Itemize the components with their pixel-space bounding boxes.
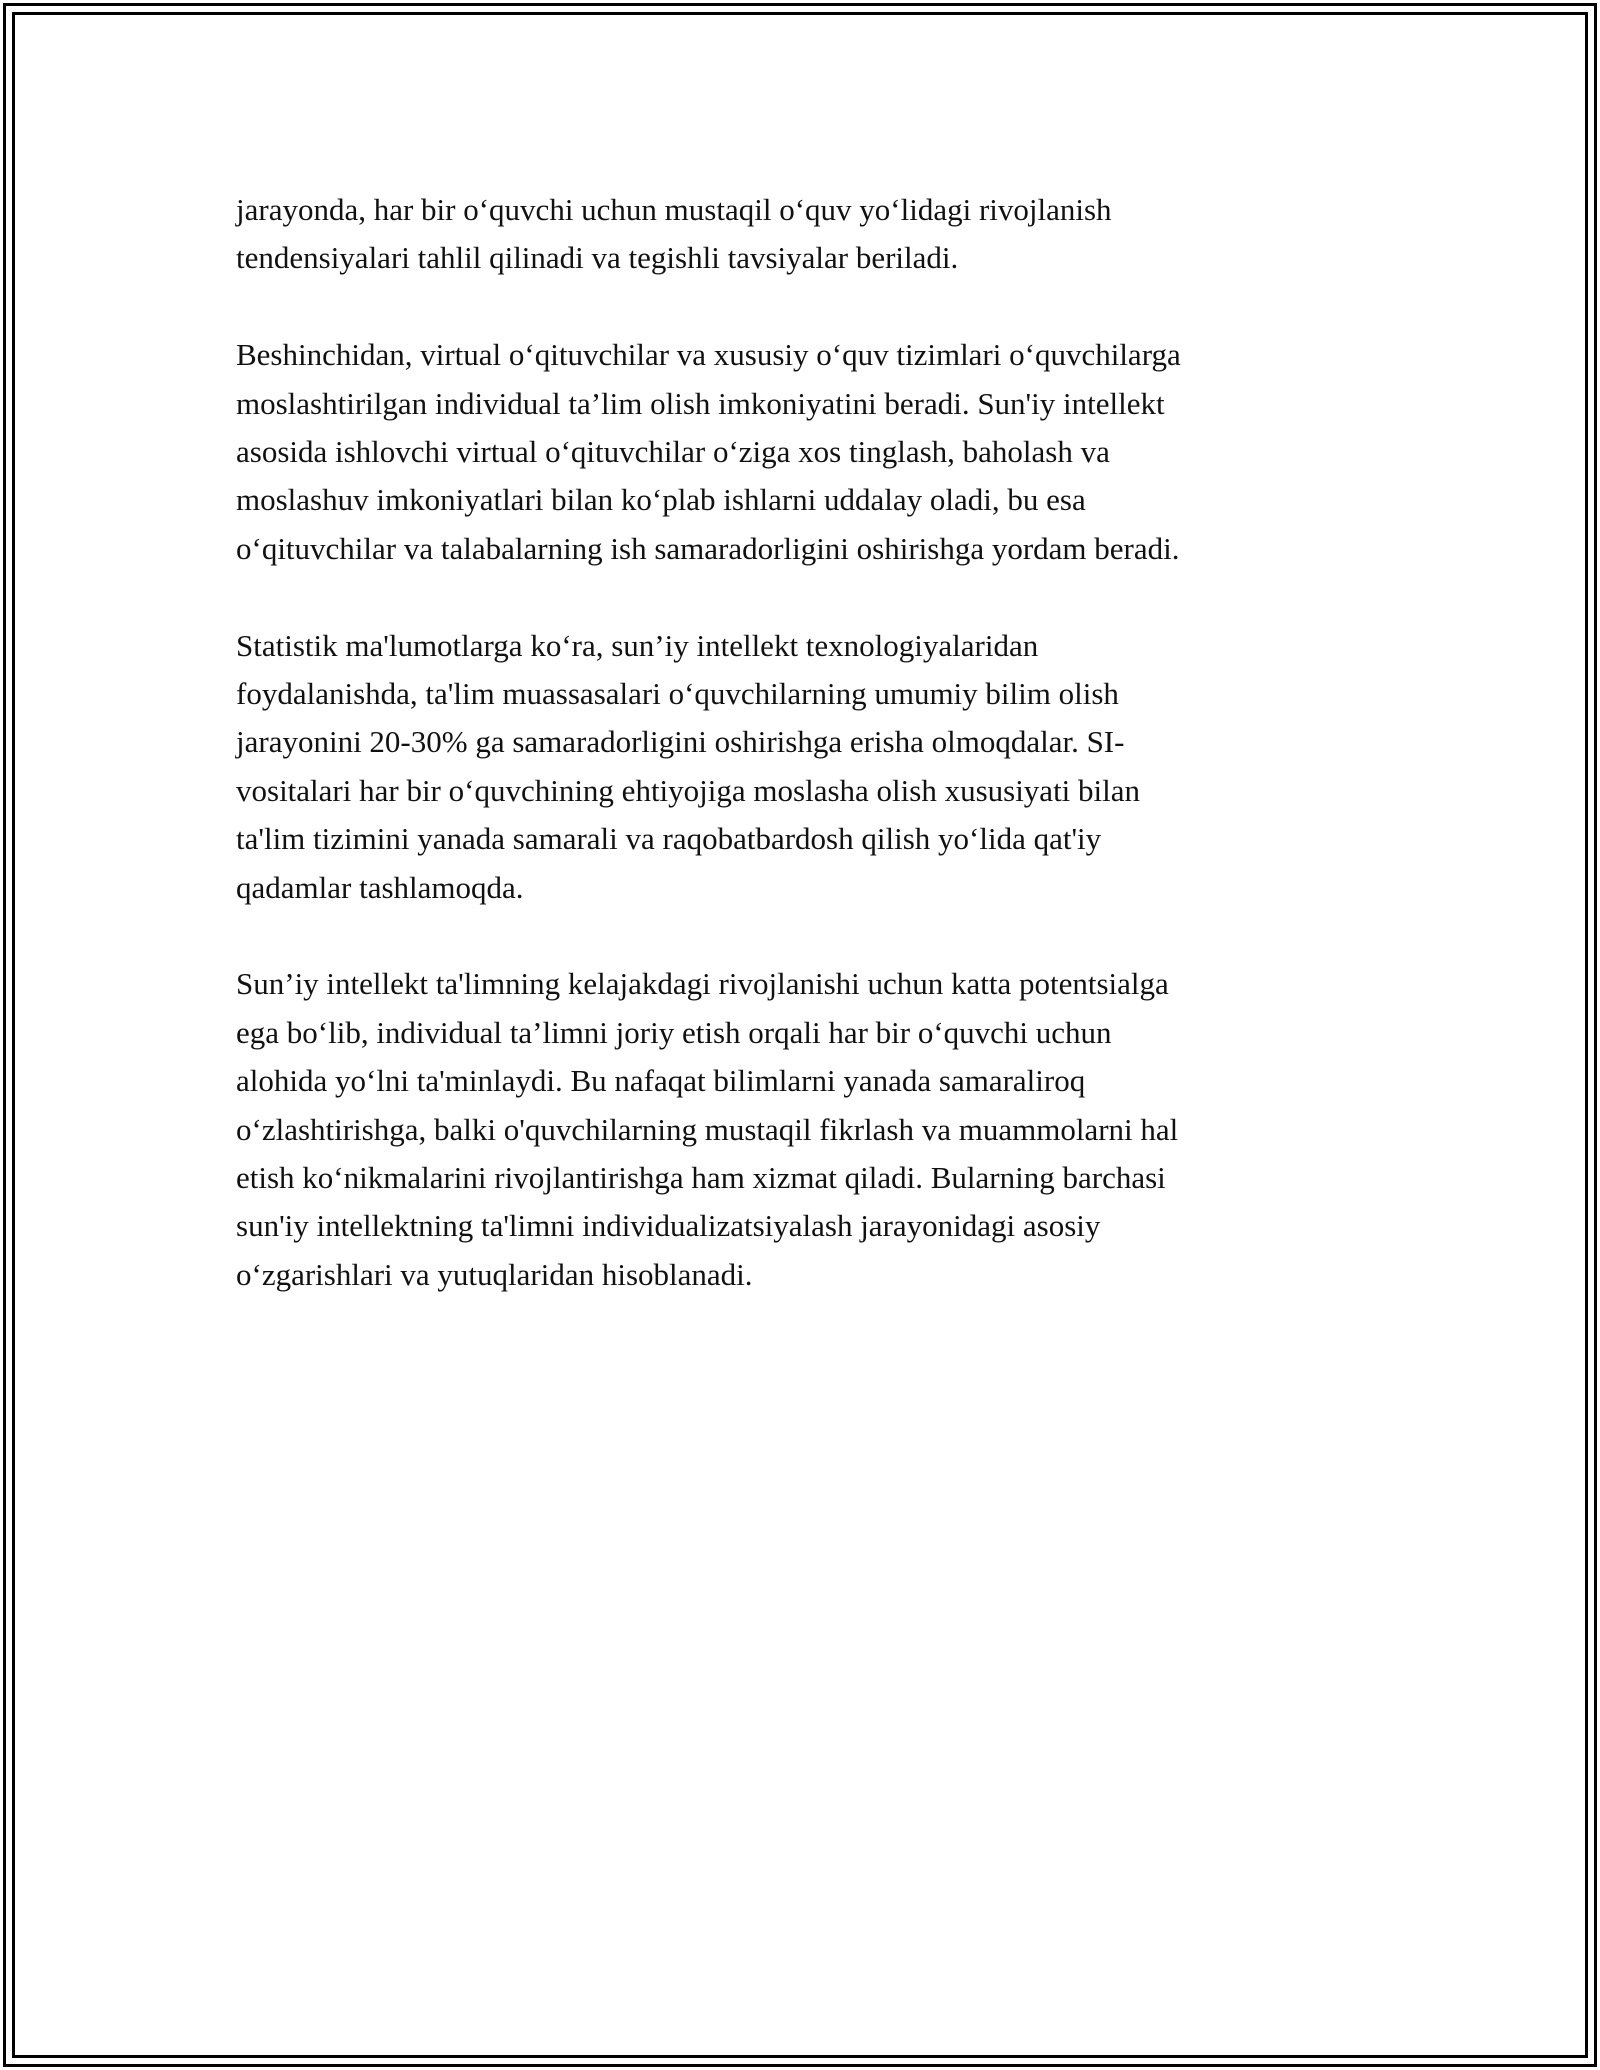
text-line: Beshinchidan, virtual o‘qituvchilar va xususiy o‘quv tizimlari o‘quvchilarga: [236, 337, 1181, 373]
text-line: etish ko‘nikmalarini rivojlantirishga ham xizmat qiladi. Bularning barchasi: [236, 1160, 1166, 1196]
paragraph-4: [236, 960, 1366, 1299]
text-line: Sun’iy intellekt ta'limning kelajakdagi rivojlanishi uchun katta potentsialga: [236, 966, 1169, 1002]
text-line: tendensiyalari tahlil qilinadi va tegishli tavsiyalar beriladi.: [236, 240, 959, 276]
text-line: vositalari har bir o‘quvchining ehtiyojiga moslasha olish xususiyati bilan: [236, 772, 1141, 808]
text-line: moslashuv imkoniyatlari bilan ko‘plab ishlarni uddalay oladi, bu esa: [236, 482, 1086, 518]
paragraph-1: [236, 186, 1366, 283]
paragraph-2: [236, 331, 1366, 573]
text-line: alohida yo‘lni ta'minlaydi. Bu nafaqat bilimlarni yanada samaraliroq: [236, 1063, 1086, 1099]
text-line: ta'lim tizimini yanada samarali va raqobatbardosh qilish yo‘lida qat'iy: [236, 821, 1102, 857]
document-body: [236, 186, 1366, 1348]
text-line: sun'iy intellektning ta'limni individualizatsiyalash jarayonidagi asosiy: [236, 1208, 1101, 1244]
text-line: Statistik ma'lumotlarga ko‘ra, sun’iy intellekt texnologiyalaridan: [236, 627, 1039, 663]
text-line: o‘qituvchilar va talabalarning ish samaradorligini oshirishga yordam beradi.: [236, 530, 1180, 566]
text-line: o‘zgarishlari va yutuqlaridan hisoblanadi.: [236, 1256, 753, 1292]
text-line: ega bo‘lib, individual ta’limni joriy etish orqali har bir o‘quvchi uchun: [236, 1014, 1112, 1050]
text-line: foydalanishda, ta'lim muassasalari o‘quvchilarning umumiy bilim olish: [236, 676, 1119, 712]
text-line: moslashtirilgan individual ta’lim olish imkoniyatini beradi. Sun'iy intellekt: [236, 385, 1165, 421]
text-line: jarayonini 20-30% ga samaradorligini oshirishga erisha olmoqdalar. SI-: [236, 724, 1125, 760]
text-line: qadamlar tashlamoqda.: [236, 869, 524, 905]
text-line: jarayonda, har bir o‘quvchi uchun mustaqil o‘quv yo‘lidagi rivojlanish: [236, 192, 1112, 227]
paragraph-3: [236, 622, 1366, 912]
text-line: asosida ishlovchi virtual o‘qituvchilar o‘ziga xos tinglash, baholash va: [236, 434, 1110, 470]
text-line: o‘zlashtirishga, balki o'quvchilarning mustaqil fikrlash va muammolarni hal: [236, 1111, 1179, 1147]
